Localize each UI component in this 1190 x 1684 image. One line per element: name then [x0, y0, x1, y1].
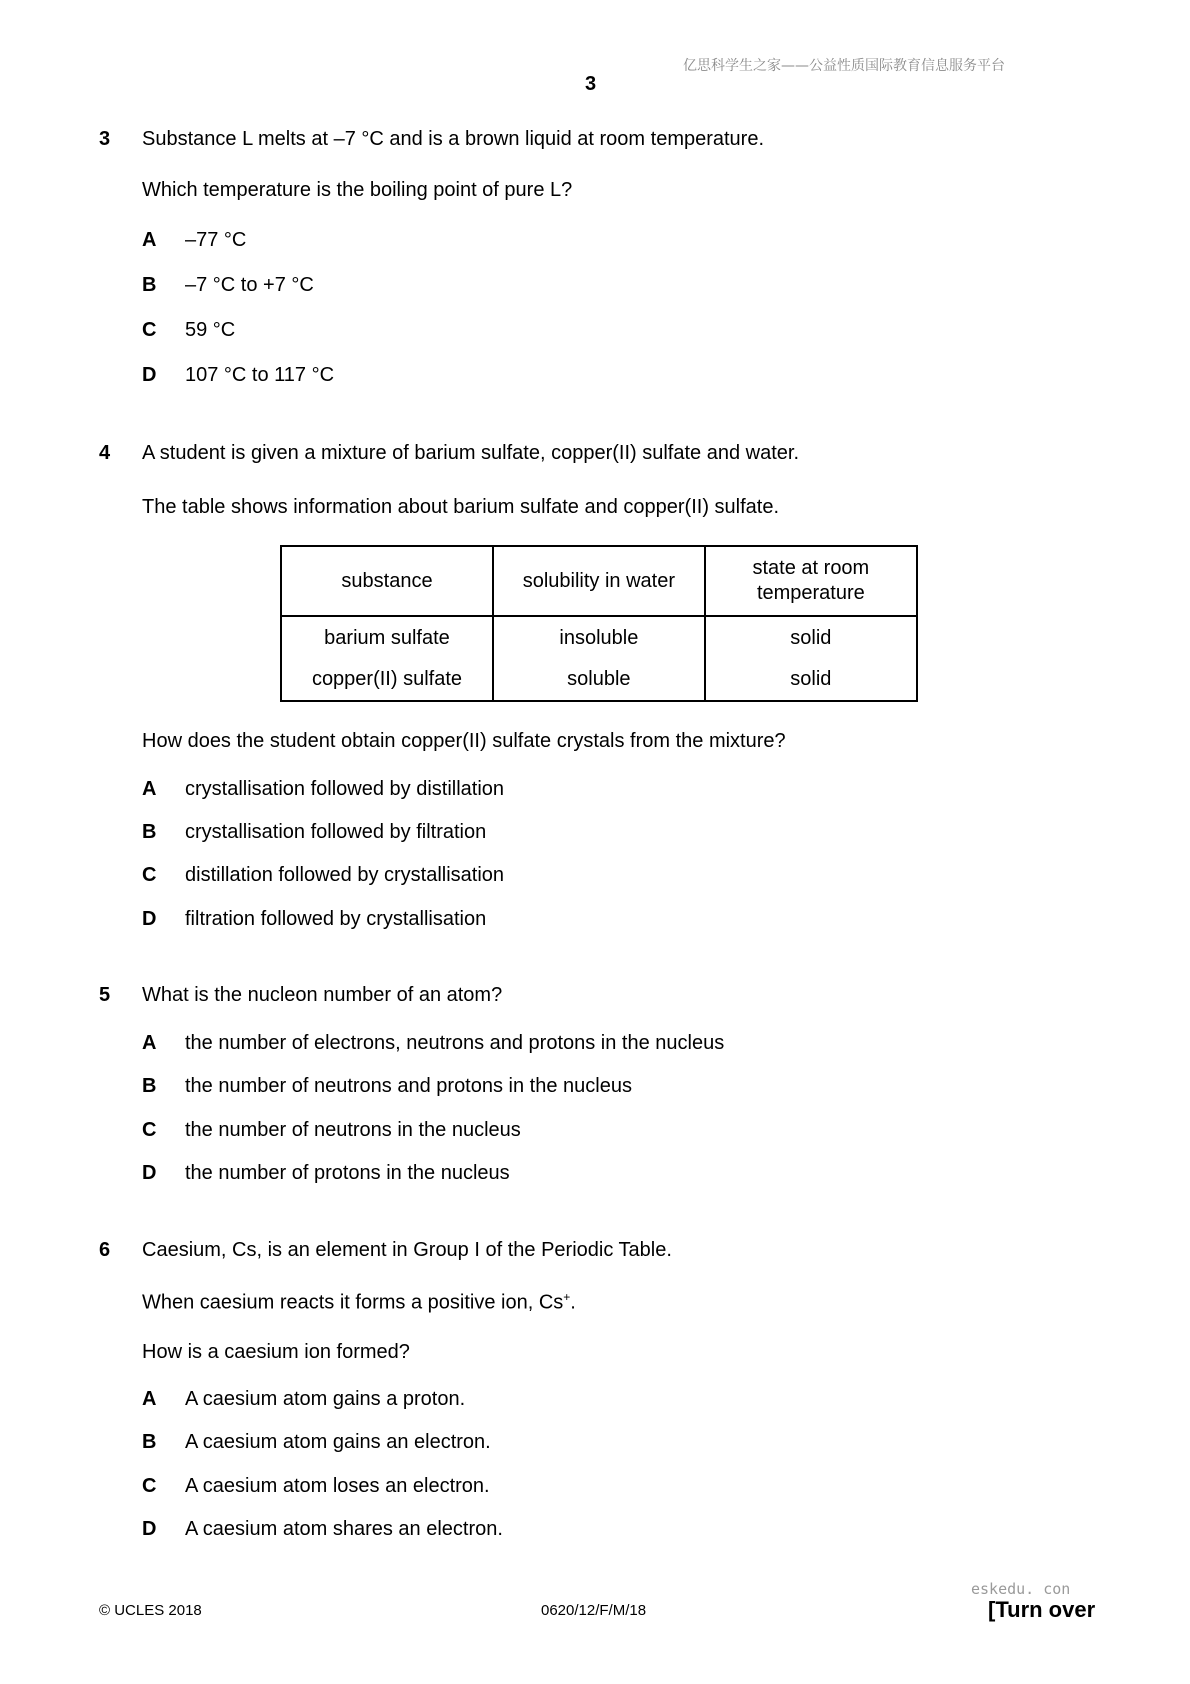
option-letter: D	[142, 1518, 157, 1540]
footer-paper-code: 0620/12/F/M/18	[541, 1602, 647, 1619]
table-value: insoluble	[559, 626, 639, 649]
table-value: soluble	[567, 667, 631, 690]
question-6-prompt: How is a caesium ion formed?	[142, 1341, 410, 1363]
header-watermark: 亿思科学生之家——公益性质国际教育信息服务平台	[683, 58, 1005, 74]
question-4-number: 4	[99, 442, 111, 464]
option-letter: B	[142, 1431, 157, 1453]
option-text: crystallisation followed by filtration	[185, 821, 487, 843]
question-6-stem: Caesium, Cs, is an element in Group I of the Periodic Table.	[142, 1239, 672, 1261]
option-text: 59 °C	[185, 319, 236, 341]
option-text: the number of electrons, neutrons and protons in the nucleus	[185, 1032, 725, 1054]
question-3-stem: Substance L melts at –7 °C and is a brown liquid at room temperature.	[142, 128, 765, 150]
question-6-line2-text: When caesium reacts it forms a positive ion, Cs	[142, 1291, 564, 1314]
table-header-cell: substance	[281, 546, 493, 616]
question-3-number: 3	[99, 128, 111, 150]
question-3-prompt: Which temperature is the boiling point of pure L?	[142, 179, 573, 201]
question-5-number: 5	[99, 984, 111, 1006]
option-text: A caesium atom gains an electron.	[185, 1431, 491, 1453]
option-letter: A	[142, 1388, 157, 1410]
option-text: the number of protons in the nucleus	[185, 1162, 510, 1184]
option-text: –7 °C to +7 °C	[185, 274, 314, 296]
option-letter: A	[142, 229, 157, 251]
table-cell	[705, 616, 917, 701]
table-header-cell	[705, 546, 917, 616]
option-letter: B	[142, 1075, 157, 1097]
option-text: A caesium atom gains a proton.	[185, 1388, 466, 1410]
option-letter: A	[142, 778, 157, 800]
table-value: barium sulfate	[324, 626, 450, 649]
option-text: the number of neutrons in the nucleus	[185, 1119, 521, 1141]
question-5-stem: What is the nucleon number of an atom?	[142, 984, 503, 1006]
option-text: –77 °C	[185, 229, 247, 251]
option-letter: B	[142, 821, 157, 843]
question-6-number: 6	[99, 1239, 111, 1261]
table-value: solid	[790, 626, 832, 649]
option-letter: C	[142, 1475, 157, 1497]
table-cell	[493, 616, 705, 701]
option-letter: D	[142, 908, 157, 930]
option-text: filtration followed by crystallisation	[185, 908, 487, 930]
option-letter: D	[142, 364, 157, 386]
turn-over-label: [Turn over	[988, 1597, 1096, 1622]
option-letter: C	[142, 864, 157, 886]
question-4-stem: A student is given a mixture of barium sulfate, copper(II) sulfate and water.	[142, 442, 800, 464]
table-header-cell: solubility in water	[493, 546, 705, 616]
option-text: A caesium atom loses an electron.	[185, 1475, 490, 1497]
option-text: the number of neutrons and protons in the nucleus	[185, 1075, 632, 1097]
footer-watermark: eskedu. con	[971, 1580, 1071, 1598]
option-text: 107 °C to 117 °C	[185, 364, 335, 386]
table-header-line: state at room	[752, 557, 870, 579]
option-letter: C	[142, 1119, 157, 1141]
page-number: 3	[585, 73, 597, 95]
option-letter: C	[142, 319, 157, 341]
question-4-prompt: How does the student obtain copper(II) sulfate crystals from the mixture?	[142, 730, 786, 752]
table-value: solid	[790, 667, 832, 690]
question-4-intro: The table shows information about barium sulfate and copper(II) sulfate.	[142, 496, 780, 518]
option-text: crystallisation followed by distillation	[185, 778, 505, 800]
question-6-line2-end: .	[570, 1291, 576, 1314]
question-6-line2	[142, 1290, 576, 1315]
option-letter: B	[142, 274, 157, 296]
option-letter: D	[142, 1162, 157, 1184]
table-value: copper(II) sulfate	[311, 667, 463, 690]
option-text: distillation followed by crystallisation	[185, 864, 505, 886]
table-cell	[281, 616, 493, 701]
table-header-line: temperature	[756, 582, 865, 604]
option-letter: A	[142, 1032, 157, 1054]
option-text: A caesium atom shares an electron.	[185, 1518, 503, 1540]
ion-charge: +	[563, 1290, 571, 1304]
footer-copyright: © UCLES 2018	[99, 1602, 202, 1619]
substance-table	[280, 545, 918, 702]
